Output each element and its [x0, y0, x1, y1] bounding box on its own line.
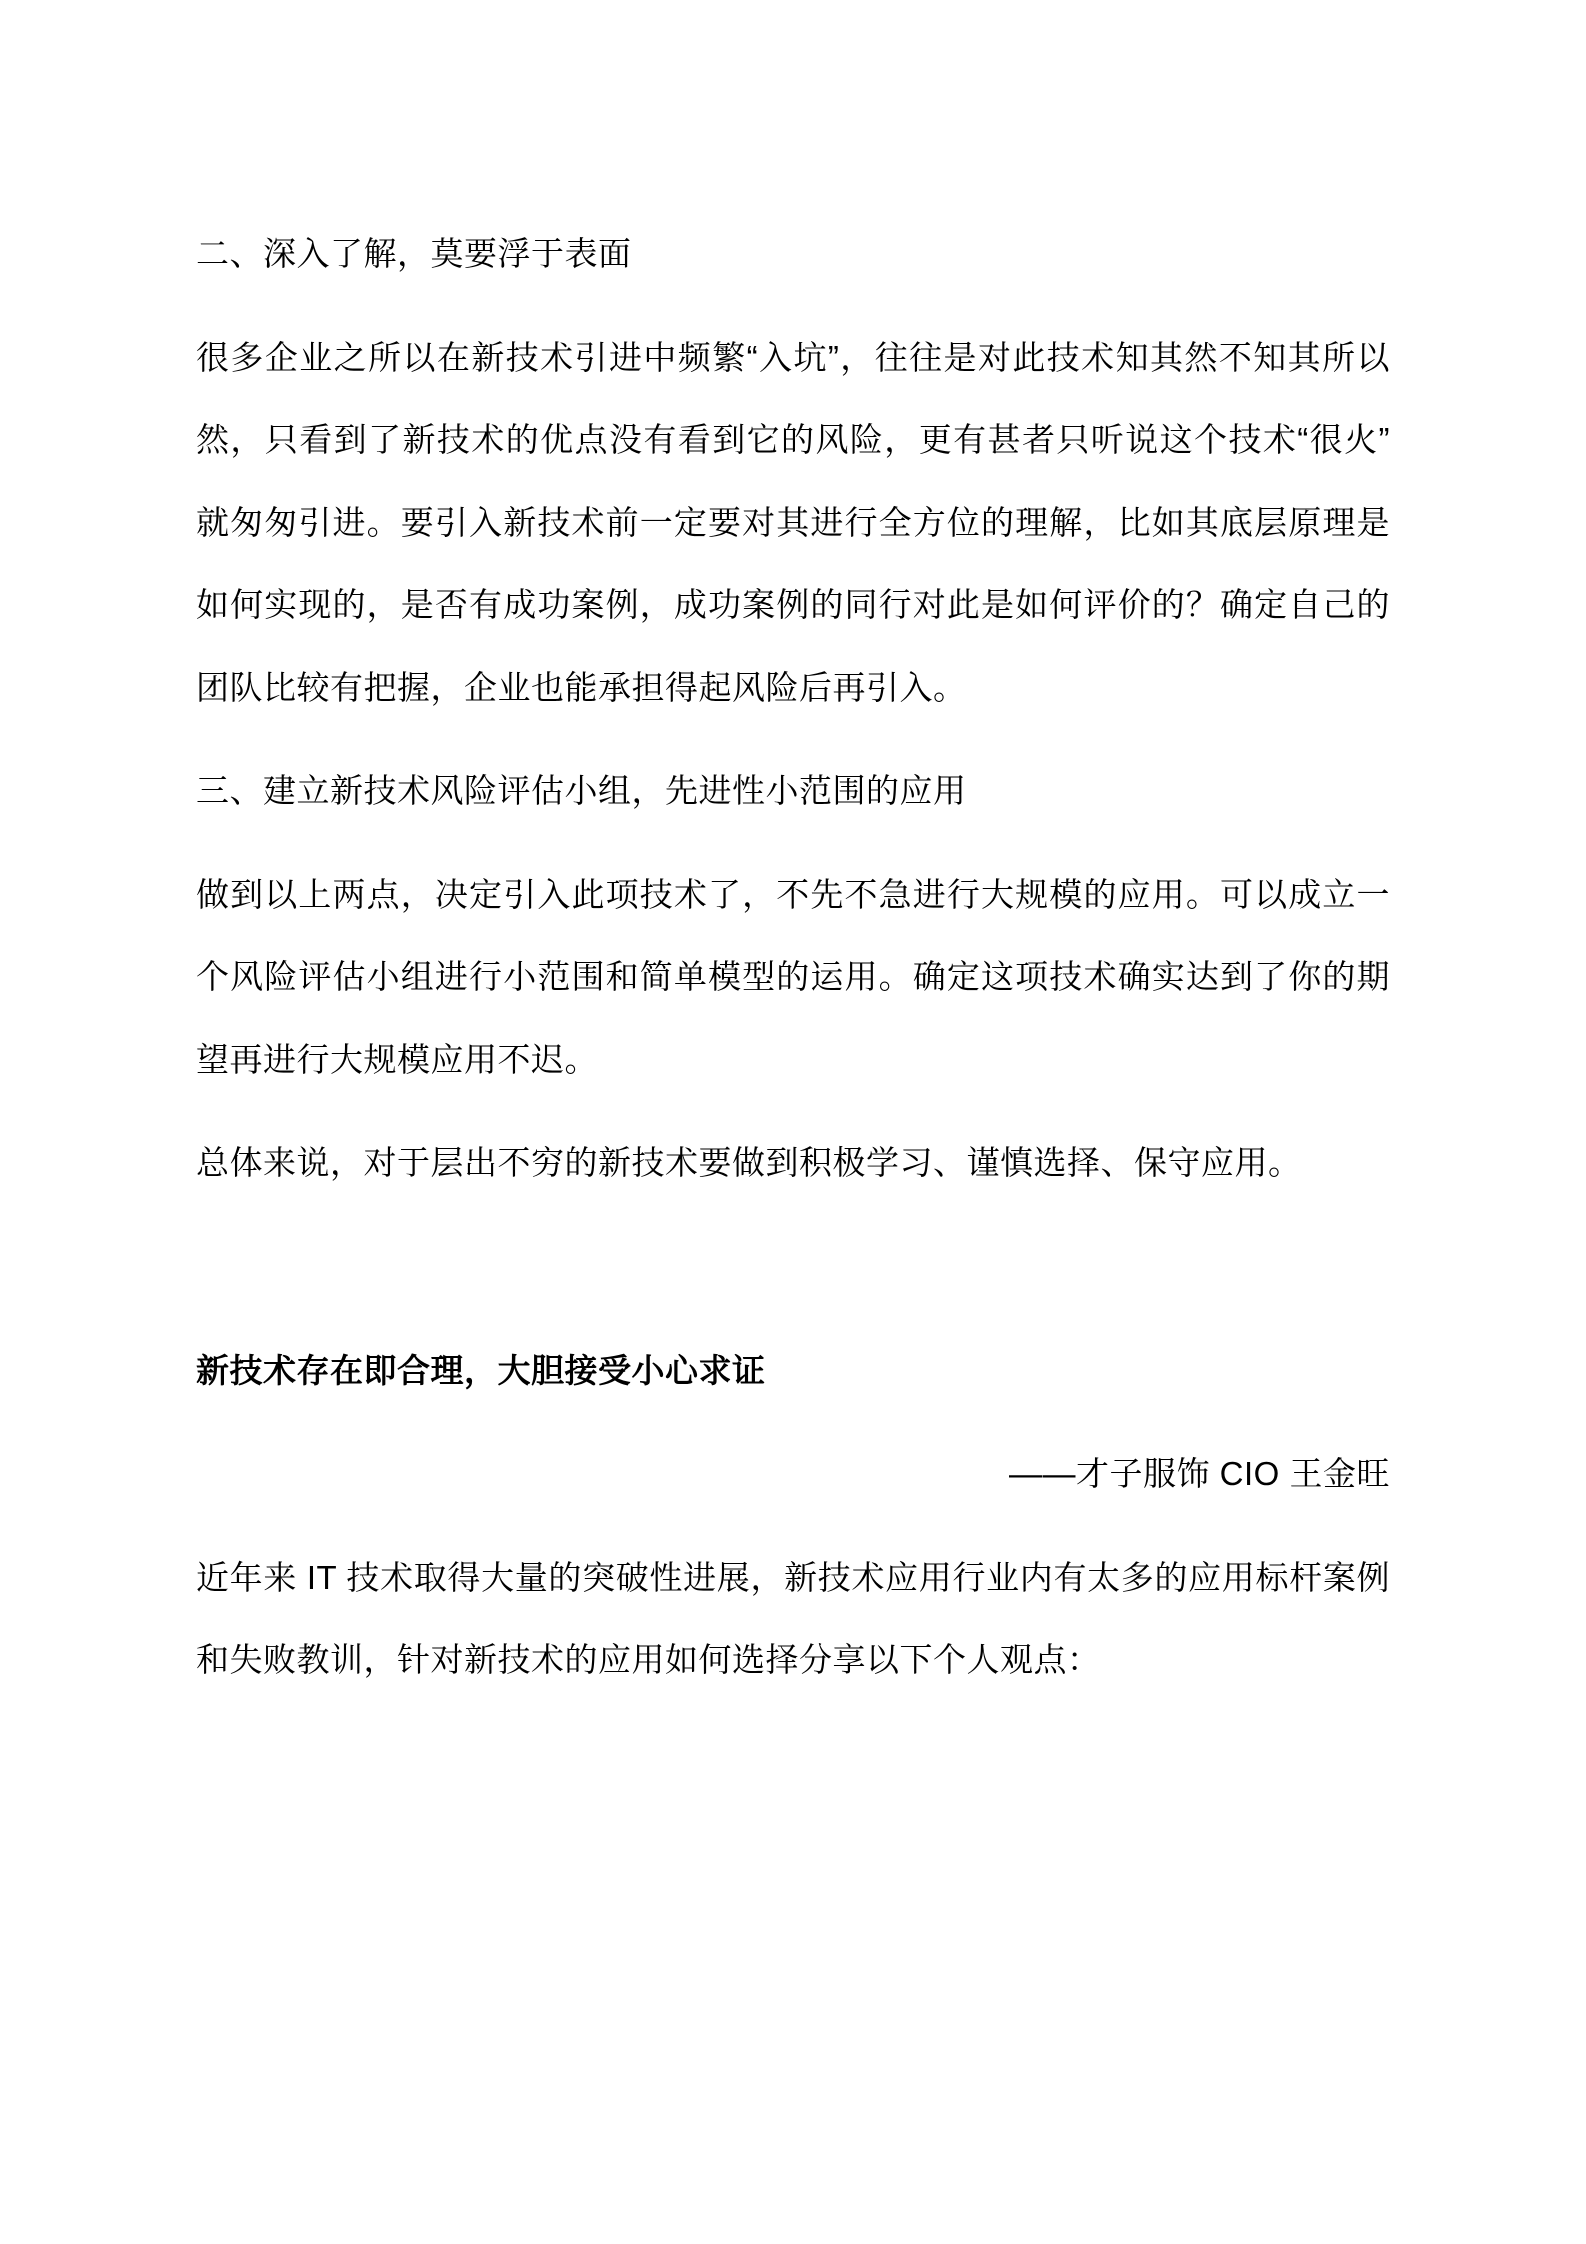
paragraph-deep-understanding: 很多企业之所以在新技术引进中频繁“入坑”，往往是对此技术知其然不知其所以然，只看到了新技术的优点没有看到它的风险，更有甚者只听说这个技术“很火”就匆匆引进。要引入新技术前一定要对其进行全方位的理解，比如其底层原理是如何实现的，是否有成功案例，成功案例的同行对此是如何评价的？确定自己的团队比较有把握，企业也能承担得起风险后再引入。	[196, 338, 1390, 706]
blank-line-spacer	[196, 1226, 1390, 1330]
paragraph-risk-assessment-team: 做到以上两点，决定引入此项技术了，不先不急进行大规模的应用。可以成立一个风险评估小组进行小范围和简单模型的运用。确定这项技术确实达到了你的期望再进行大规模应用不迟。	[196, 875, 1390, 1078]
section-heading-3: 三、建立新技术风险评估小组，先进性小范围的应用	[196, 772, 967, 809]
section-heading-2: 二、深入了解，莫要浮于表面	[196, 235, 632, 272]
bold-quote-heading: 新技术存在即合理，大胆接受小心求证	[196, 1351, 766, 1389]
paragraph-it-progress-intro: 近年来 IT 技术取得大量的突破性进展，新技术应用行业内有太多的应用标杆案例和失败教训，针对新技术的应用如何选择分享以下个人观点：	[196, 1558, 1390, 1678]
paragraph-overall-summary: 总体来说，对于层出不穷的新技术要做到积极学习、谨慎选择、保守应用。	[196, 1144, 1302, 1181]
attribution-line: ——才子服饰 CIO 王金旺	[1008, 1455, 1390, 1492]
